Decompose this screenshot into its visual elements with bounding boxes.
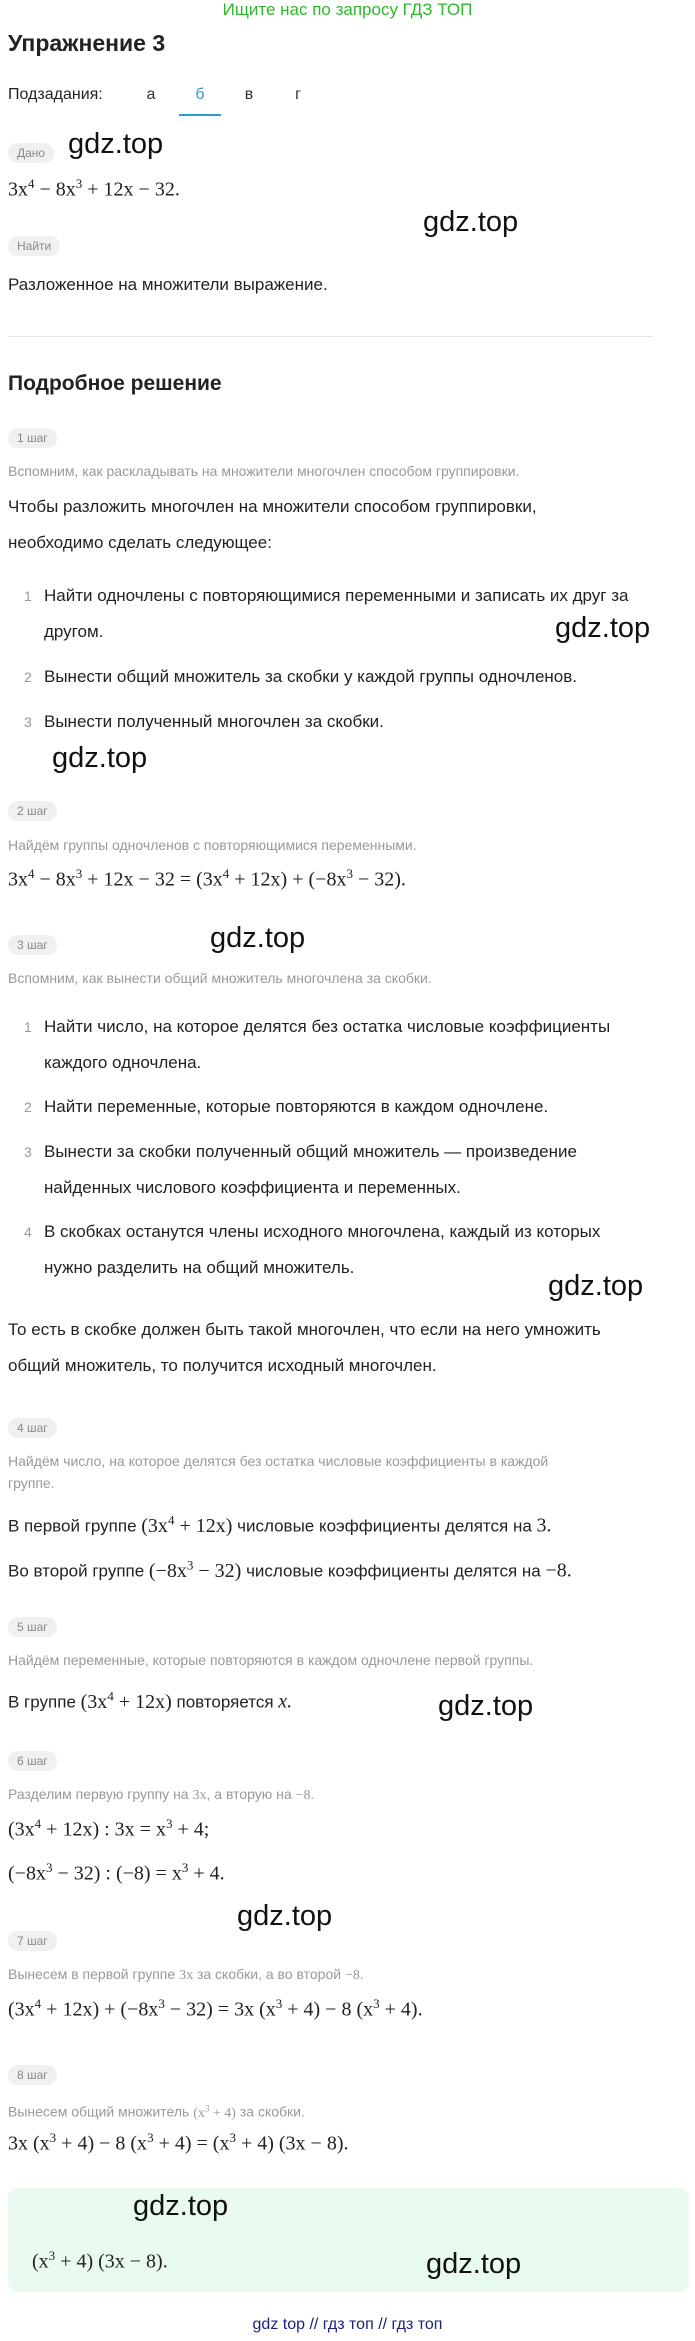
list-item-number: 3 <box>24 714 32 730</box>
watermark: gdz.top <box>52 742 148 774</box>
list-item-number: 1 <box>24 1019 32 1035</box>
find-badge: Найти <box>8 236 60 256</box>
given-badge: Дано <box>8 143 54 163</box>
step-7-hint: Вынесем в первой группе 3x за скобки, а во второй −8. <box>8 1966 364 1983</box>
tab-g[interactable]: г <box>295 86 301 103</box>
step-3-hint: Вспомним, как вынести общий множитель многочлена за скобки. <box>8 970 432 986</box>
step-2-formula: $3x^4 - 8x^3 + 12x - 32 = (3x^4 + 12x) + (-8x^3 - 32)$. <box>8 866 406 891</box>
watermark: gdz.top <box>423 206 519 238</box>
step-1-text: необходимо сделать следующее: <box>8 533 272 552</box>
list-item: Вынести за скобки полученный общий множитель — произведение <box>44 1142 577 1161</box>
tab-a[interactable]: а <box>146 86 156 103</box>
page-title: Упражнение 3 <box>8 30 166 56</box>
step-2-hint: Найдём группы одночленов с повторяющимися переменными. <box>8 837 417 853</box>
section-divider <box>8 336 653 337</box>
list-item: нужно разделить на общий множитель. <box>44 1258 355 1277</box>
watermark: gdz.top <box>438 1690 534 1722</box>
step-3-badge: 3 шаг <box>8 935 57 955</box>
list-item: В скобках останутся члены исходного многочлена, каждый из которых <box>44 1222 601 1241</box>
given-formula: $3x^4 - 8x^3 + 12x - 32$. <box>8 176 180 201</box>
step-2-badge: 2 шаг <box>8 801 57 821</box>
list-item: Найти переменные, которые повторяются в каждом одночлене. <box>44 1097 549 1116</box>
answer-box <box>8 2188 689 2292</box>
step-8-badge: 8 шаг <box>8 2065 57 2085</box>
step-6-hint: Разделим первую группу на 3x, а вторую на −8. <box>8 1786 314 1803</box>
list-item: Вынести общий множитель за скобки у каждой группы одночленов. <box>44 667 578 686</box>
list-item-number: 2 <box>24 1099 32 1115</box>
tab-v[interactable]: в <box>244 86 254 103</box>
watermark: gdz.top <box>68 128 164 160</box>
find-text: Разложенное на множители выражение. <box>8 275 328 294</box>
step-1-text: Чтобы разложить многочлен на множители способом группировки, <box>8 497 537 516</box>
step-1-badge: 1 шаг <box>8 428 57 448</box>
list-item: каждого одночлена. <box>44 1053 202 1072</box>
step-4-hint: группе. <box>8 1475 55 1491</box>
list-item-number: 2 <box>24 669 32 685</box>
list-item: Вынести полученный многочлен за скобки. <box>44 712 384 731</box>
list-item: найденных числового коэффициента и переменных. <box>44 1178 461 1197</box>
watermark: gdz.top <box>548 1270 644 1302</box>
list-item: другом. <box>44 622 104 641</box>
step-1-hint: Вспомним, как раскладывать на множители многочлен способом группировки. <box>8 463 520 479</box>
step-7-badge: 7 шаг <box>8 1931 57 1951</box>
answer-formula: $(x^3 + 4) (3x - 8)$. <box>32 2248 168 2273</box>
list-item: Найти одночлены с повторяющимися переменными и записать их друг за <box>44 586 629 605</box>
step-8-formula: 3x $(x^3 + 4) - 8$ $(x^3 + 4) = (x^3 + 4) (3x - 8)$. <box>8 2130 349 2155</box>
step-6-formula: $(-8x^3 - 32)$ : $(-8) = x^3 + 4$. <box>8 1860 225 1885</box>
solution-heading: Подробное решение <box>8 372 222 395</box>
step-5-badge: 5 шаг <box>8 1617 57 1637</box>
tab-b[interactable]: б <box>195 86 205 103</box>
footer-links[interactable]: gdz top // гдз топ // гдз топ <box>252 2316 443 2333</box>
list-item: Найти число, на которое делятся без остатка числовые коэффициенты <box>44 1017 611 1036</box>
watermark: gdz.top <box>555 612 651 644</box>
promo-banner: Ищите нас по запросу ГДЗ ТОП <box>222 0 473 19</box>
step-7-formula: $(3x^4 + 12x) + (-8x^3 - 32) = 3x$ $(x^3 + 4) - 8$ $(x^3 + 4)$. <box>8 1996 423 2021</box>
step-6-formula: $(3x^4 + 12x)$ : $3x = x^3 + 4$; <box>8 1816 210 1841</box>
step-4-line: Во второй группе $(-8x^3 - 32)$ числовые коэффициенты делятся на −8. <box>8 1557 572 1582</box>
subtasks-label: Подзадания: <box>8 86 103 103</box>
step-8-hint: Вынесем общий множитель $(x^3 + 4)$ за скобки. <box>8 2103 305 2121</box>
step-4-badge: 4 шаг <box>8 1418 57 1438</box>
step-6-badge: 6 шаг <box>8 1751 57 1771</box>
watermark: gdz.top <box>133 2190 229 2222</box>
step-3-text: общий множитель, то получится исходный многочлен. <box>8 1356 437 1375</box>
step-5-hint: Найдём переменные, которые повторяются в каждом одночлене первой группы. <box>8 1652 534 1668</box>
active-tab-indicator <box>179 114 221 116</box>
list-item-number: 4 <box>24 1224 32 1240</box>
watermark: gdz.top <box>237 1900 333 1932</box>
step-5-line: В группе $(3x^4 + 12x)$ повторяется x. <box>8 1688 293 1713</box>
watermark: gdz.top <box>210 922 306 954</box>
step-3-text: То есть в скобке должен быть такой многочлен, что если на него умножить <box>8 1320 601 1339</box>
step-4-hint: Найдём число, на которое делятся без остатка числовые коэффициенты в каждой <box>8 1453 549 1469</box>
list-item-number: 1 <box>24 588 32 604</box>
watermark: gdz.top <box>426 2248 522 2280</box>
list-item-number: 3 <box>24 1144 32 1160</box>
step-4-line: В первой группе $(3x^4 + 12x)$ числовые коэффициенты делятся на 3. <box>8 1512 552 1537</box>
